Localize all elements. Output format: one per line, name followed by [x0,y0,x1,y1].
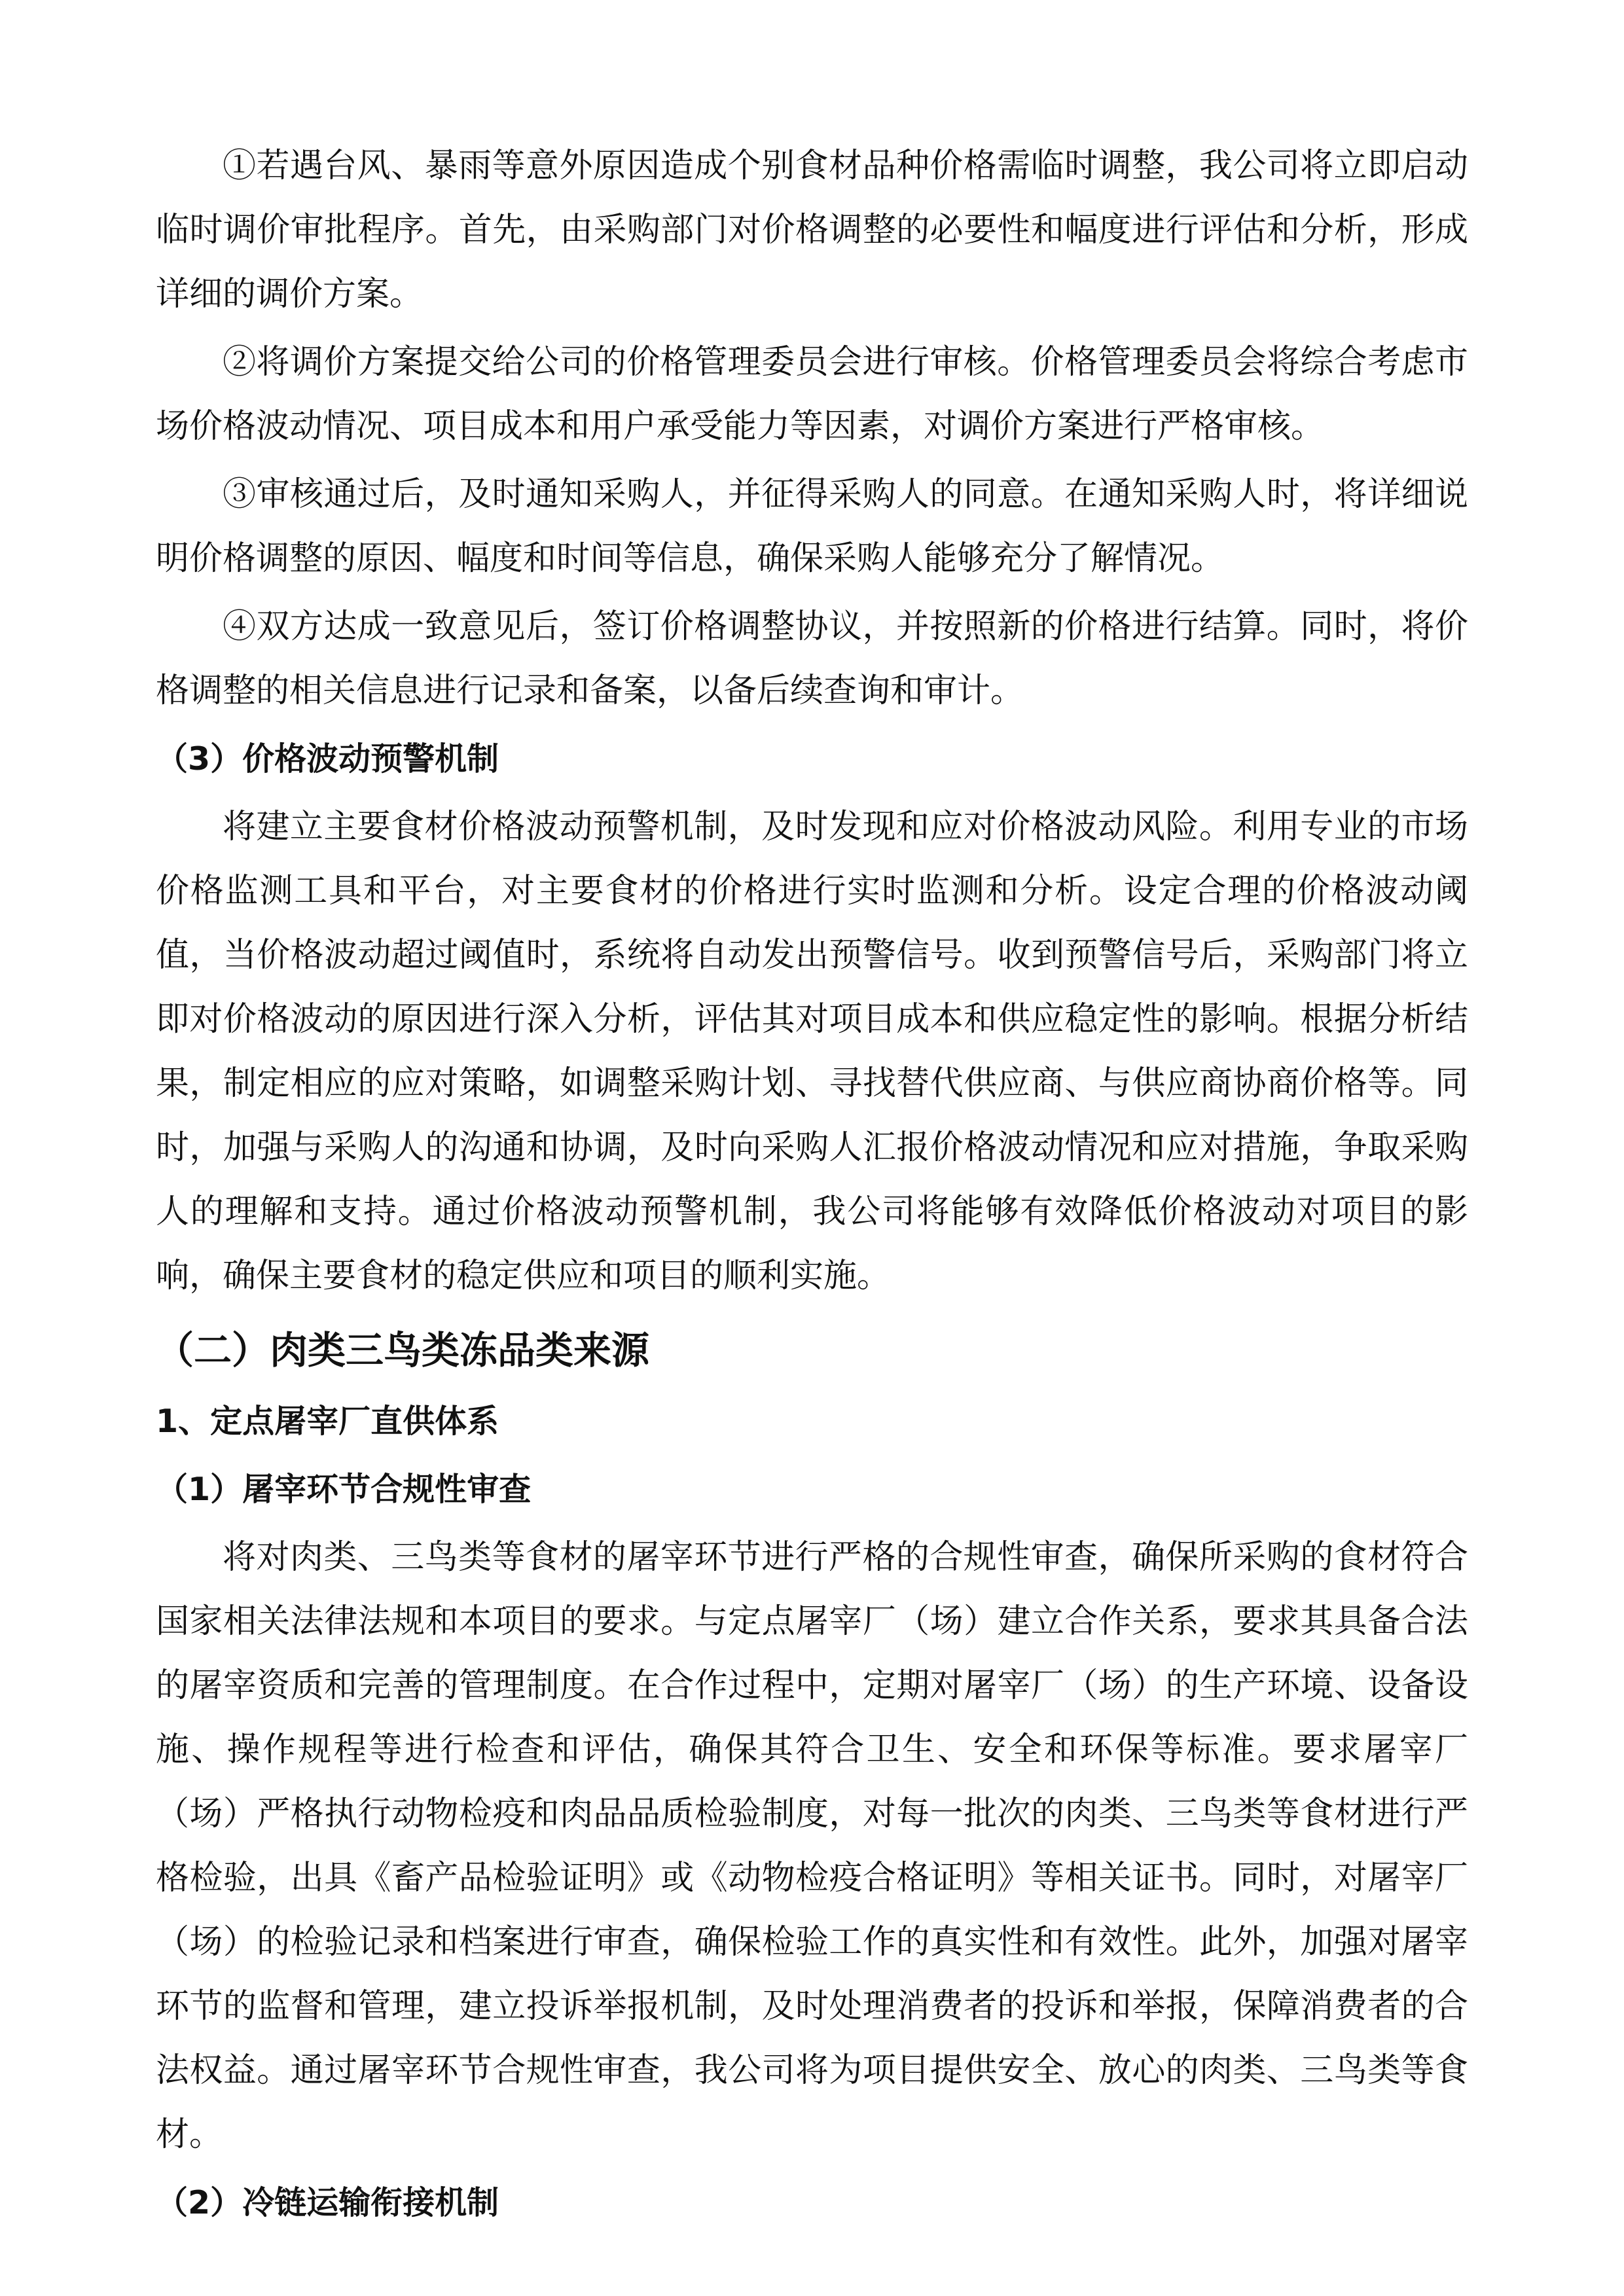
paragraph-compliance: 将对肉类、三鸟类等食材的屠宰环节进行严格的合规性审查，确保所采购的食材符合国家相关法律法规和本项目的要求。与定点屠宰厂（场）建立合作关系，要求其具备合法的屠宰资质和完善的管理制度。在合作过程中，定期对屠宰厂（场）的生产环境、设备设施、操作规程等进行检查和评估，确保其符合卫生、安全和环保等标准。要求屠宰厂（场）严格执行动物检疫和肉品品质检验制度，对每一批次的肉类、三鸟类等食材进行严格检验，出具《畜产品检验证明》或《动物检疫合格证明》等相关证书。同时，对屠宰厂（场）的检验记录和档案进行审查，确保检验工作的真实性和有效性。此外，加强对屠宰环节的监督和管理，建立投诉举报机制，及时处理消费者的投诉和举报，保障消费者的合法权益。通过屠宰环节合规性审查，我公司将为项目提供安全、放心的肉类、三鸟类等食材。 [156,1538,1468,2154]
paragraph-notify-purchaser: ③审核通过后，及时通知采购人，并征得采购人的同意。在通知采购人时，将详细说明价格调整的原因、幅度和时间等信息，确保采购人能够充分了解情况。 [156,475,1468,578]
paragraph-temporary-adjustment: ①若遇台风、暴雨等意外原因造成个别食材品种价格需临时调整，我公司将立即启动临时调价审批程序。首先，由采购部门对价格调整的必要性和幅度进行评估和分析，形成详细的调价方案。 [156,147,1468,314]
heading-price-warning: （3）价格波动预警机制 [156,740,499,778]
heading-compliance: （1）屠宰环节合规性审查 [156,1471,532,1508]
heading-cold-chain: （2）冷链运输衔接机制 [156,2184,499,2221]
paragraph-price-warning: 将建立主要食材价格波动预警机制，及时发现和应对价格波动风险。利用专业的市场价格监测工具和平台，对主要食材的价格进行实时监测和分析。设定合理的价格波动阈值，当价格波动超过阈值时，系统将自动发出预警信号。收到预警信号后，采购部门将立即对价格波动的原因进行深入分析，评估其对项目成本和供应稳定性的影响。根据分析结果，制定相应的应对策略，如调整采购计划、寻找替代供应商、与供应商协商价格等。同时，加强与采购人的沟通和协调，及时向采购人汇报价格波动情况和应对措施，争取采购人的理解和支持。通过价格波动预警机制，我公司将能够有效降低价格波动对项目的影响，确保主要食材的稳定供应和项目的顺利实施。 [156,808,1468,1295]
subsection-title: 1、定点屠宰厂直供体系 [156,1403,499,1440]
paragraph-committee-review: ②将调价方案提交给公司的价格管理委员会进行审核。价格管理委员会将综合考虑市场价格波动情况、项目成本和用户承受能力等因素，对调价方案进行严格审核。 [156,343,1468,446]
section-title: （二）肉类三鸟类冻品类来源 [156,1328,650,1372]
paragraph-sign-agreement: ④双方达成一致意见后，签订价格调整协议，并按照新的价格进行结算。同时，将价格调整的相关信息进行记录和备案，以备后续查询和审计。 [156,607,1468,710]
document-page [156,134,1468,2239]
